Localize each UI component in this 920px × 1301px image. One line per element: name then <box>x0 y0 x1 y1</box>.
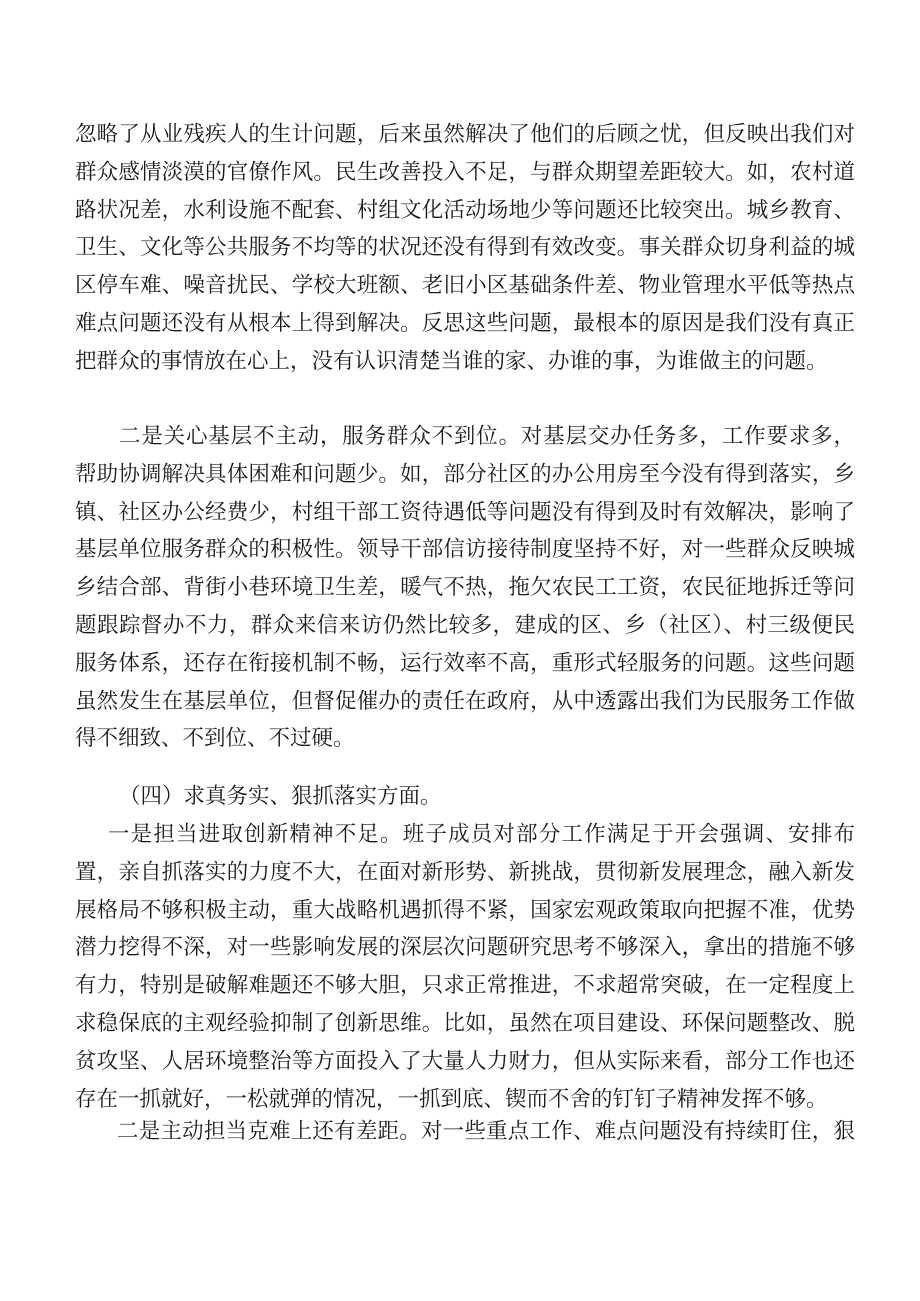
paragraph-1 <box>75 116 855 381</box>
text-line: 乡结合部、背街小巷环境卫生差，暖气不热，拖欠农民工工资，农民征地拆迁等问 <box>75 575 855 601</box>
section-heading <box>75 778 855 816</box>
text-line: 一是担当进取创新精神不足。班子成员对部分工作满足于开会强调、安排布 <box>108 822 855 847</box>
text-line: 基层单位服务群众的积极性。领导干部信访接待制度坚持不好，对一些群众反映城 <box>75 537 855 563</box>
text-line: 得不细致、不到位、不过硬。 <box>75 726 355 752</box>
text-line: 难点问题还没有从根本上得到解决。反思这些问题，最根本的原因是我们没有真正 <box>75 310 855 336</box>
text-line: 镇、社区办公经费少，村组干部工资待遇低等问题没有得到及时有效解决，影响了 <box>75 499 855 525</box>
text-line: 有力，特别是破解难题还不够大胆，只求正常推进，不求超常突破，在一定程度上 <box>75 973 855 999</box>
text-line: 题跟踪督办不力，群众来信来访仍然比较多，建成的区、乡（社区）、村三级便民 <box>75 612 855 638</box>
text-line: 二是关心基层不主动，服务群众不到位。对基层交办任务多，工作要求多， <box>119 424 855 449</box>
text-line: 贫攻坚、人居环境整治等方面投入了大量人力财力，但从实际来看，部分工作也还 <box>75 1048 855 1074</box>
text-line: 服务体系，还存在衔接机制不畅，运行效率不高，重形式轻服务的问题。这些问题 <box>75 650 855 676</box>
text-line: 帮助协调解决具体困难和问题少。如，部分社区的办公用房至今没有得到落实，乡 <box>75 461 855 487</box>
text-line: 求稳保底的主观经验抑制了创新思维。比如，虽然在项目建设、环保问题整改、脱 <box>75 1010 855 1036</box>
paragraph-3 <box>75 816 855 1118</box>
text-line: 忽略了从业残疾人的生计问题，后来虽然解决了他们的后顾之忧，但反映出我们对 <box>75 122 855 147</box>
text-line: 潜力挖得不深，对一些影响发展的深层次问题研究思考不够深入，拿出的措施不够 <box>75 935 855 961</box>
paragraph-4 <box>75 1113 855 1151</box>
text-line: 置，亲自抓落实的力度不大，在面对新形势、新挑战，贯彻新发展理念，融入新发 <box>75 859 855 885</box>
text-line: 把群众的事情放在心上，没有认识清楚当谁的家、办谁的事，为谁做主的问题。 <box>75 348 828 374</box>
text-line: 卫生、文化等公共服务不均等的状况还没有得到有效改变。事关群众切身利益的城 <box>75 235 855 261</box>
text-line: 二是主动担当克难上还有差距。对一些重点工作、难点问题没有持续盯住，狠 <box>117 1119 855 1144</box>
text-line: 存在一抓就好，一松就弹的情况，一抓到底、锲而不舍的钉钉子精神发挥不够。 <box>75 1086 828 1112</box>
text-line: 路状况差，水利设施不配套、村组文化活动场地少等问题还比较突出。城乡教育、 <box>75 197 855 223</box>
paragraph-2 <box>75 418 855 758</box>
section-heading-text: （四）求真务实、狠抓落实方面。 <box>119 784 442 809</box>
text-line: 展格局不够积极主动，重大战略机遇抓得不紧，国家宏观政策取向把握不准，优势 <box>75 897 855 923</box>
text-line: 群众感情淡漠的官僚作风。民生改善投入不足，与群众期望差距较大。如，农村道 <box>75 159 855 185</box>
text-line: 虽然发生在基层单位，但督促催办的责任在政府，从中透露出我们为民服务工作做 <box>75 688 855 714</box>
text-line: 区停车难、噪音扰民、学校大班额、老旧小区基础条件差、物业管理水平低等热点 <box>75 273 855 299</box>
